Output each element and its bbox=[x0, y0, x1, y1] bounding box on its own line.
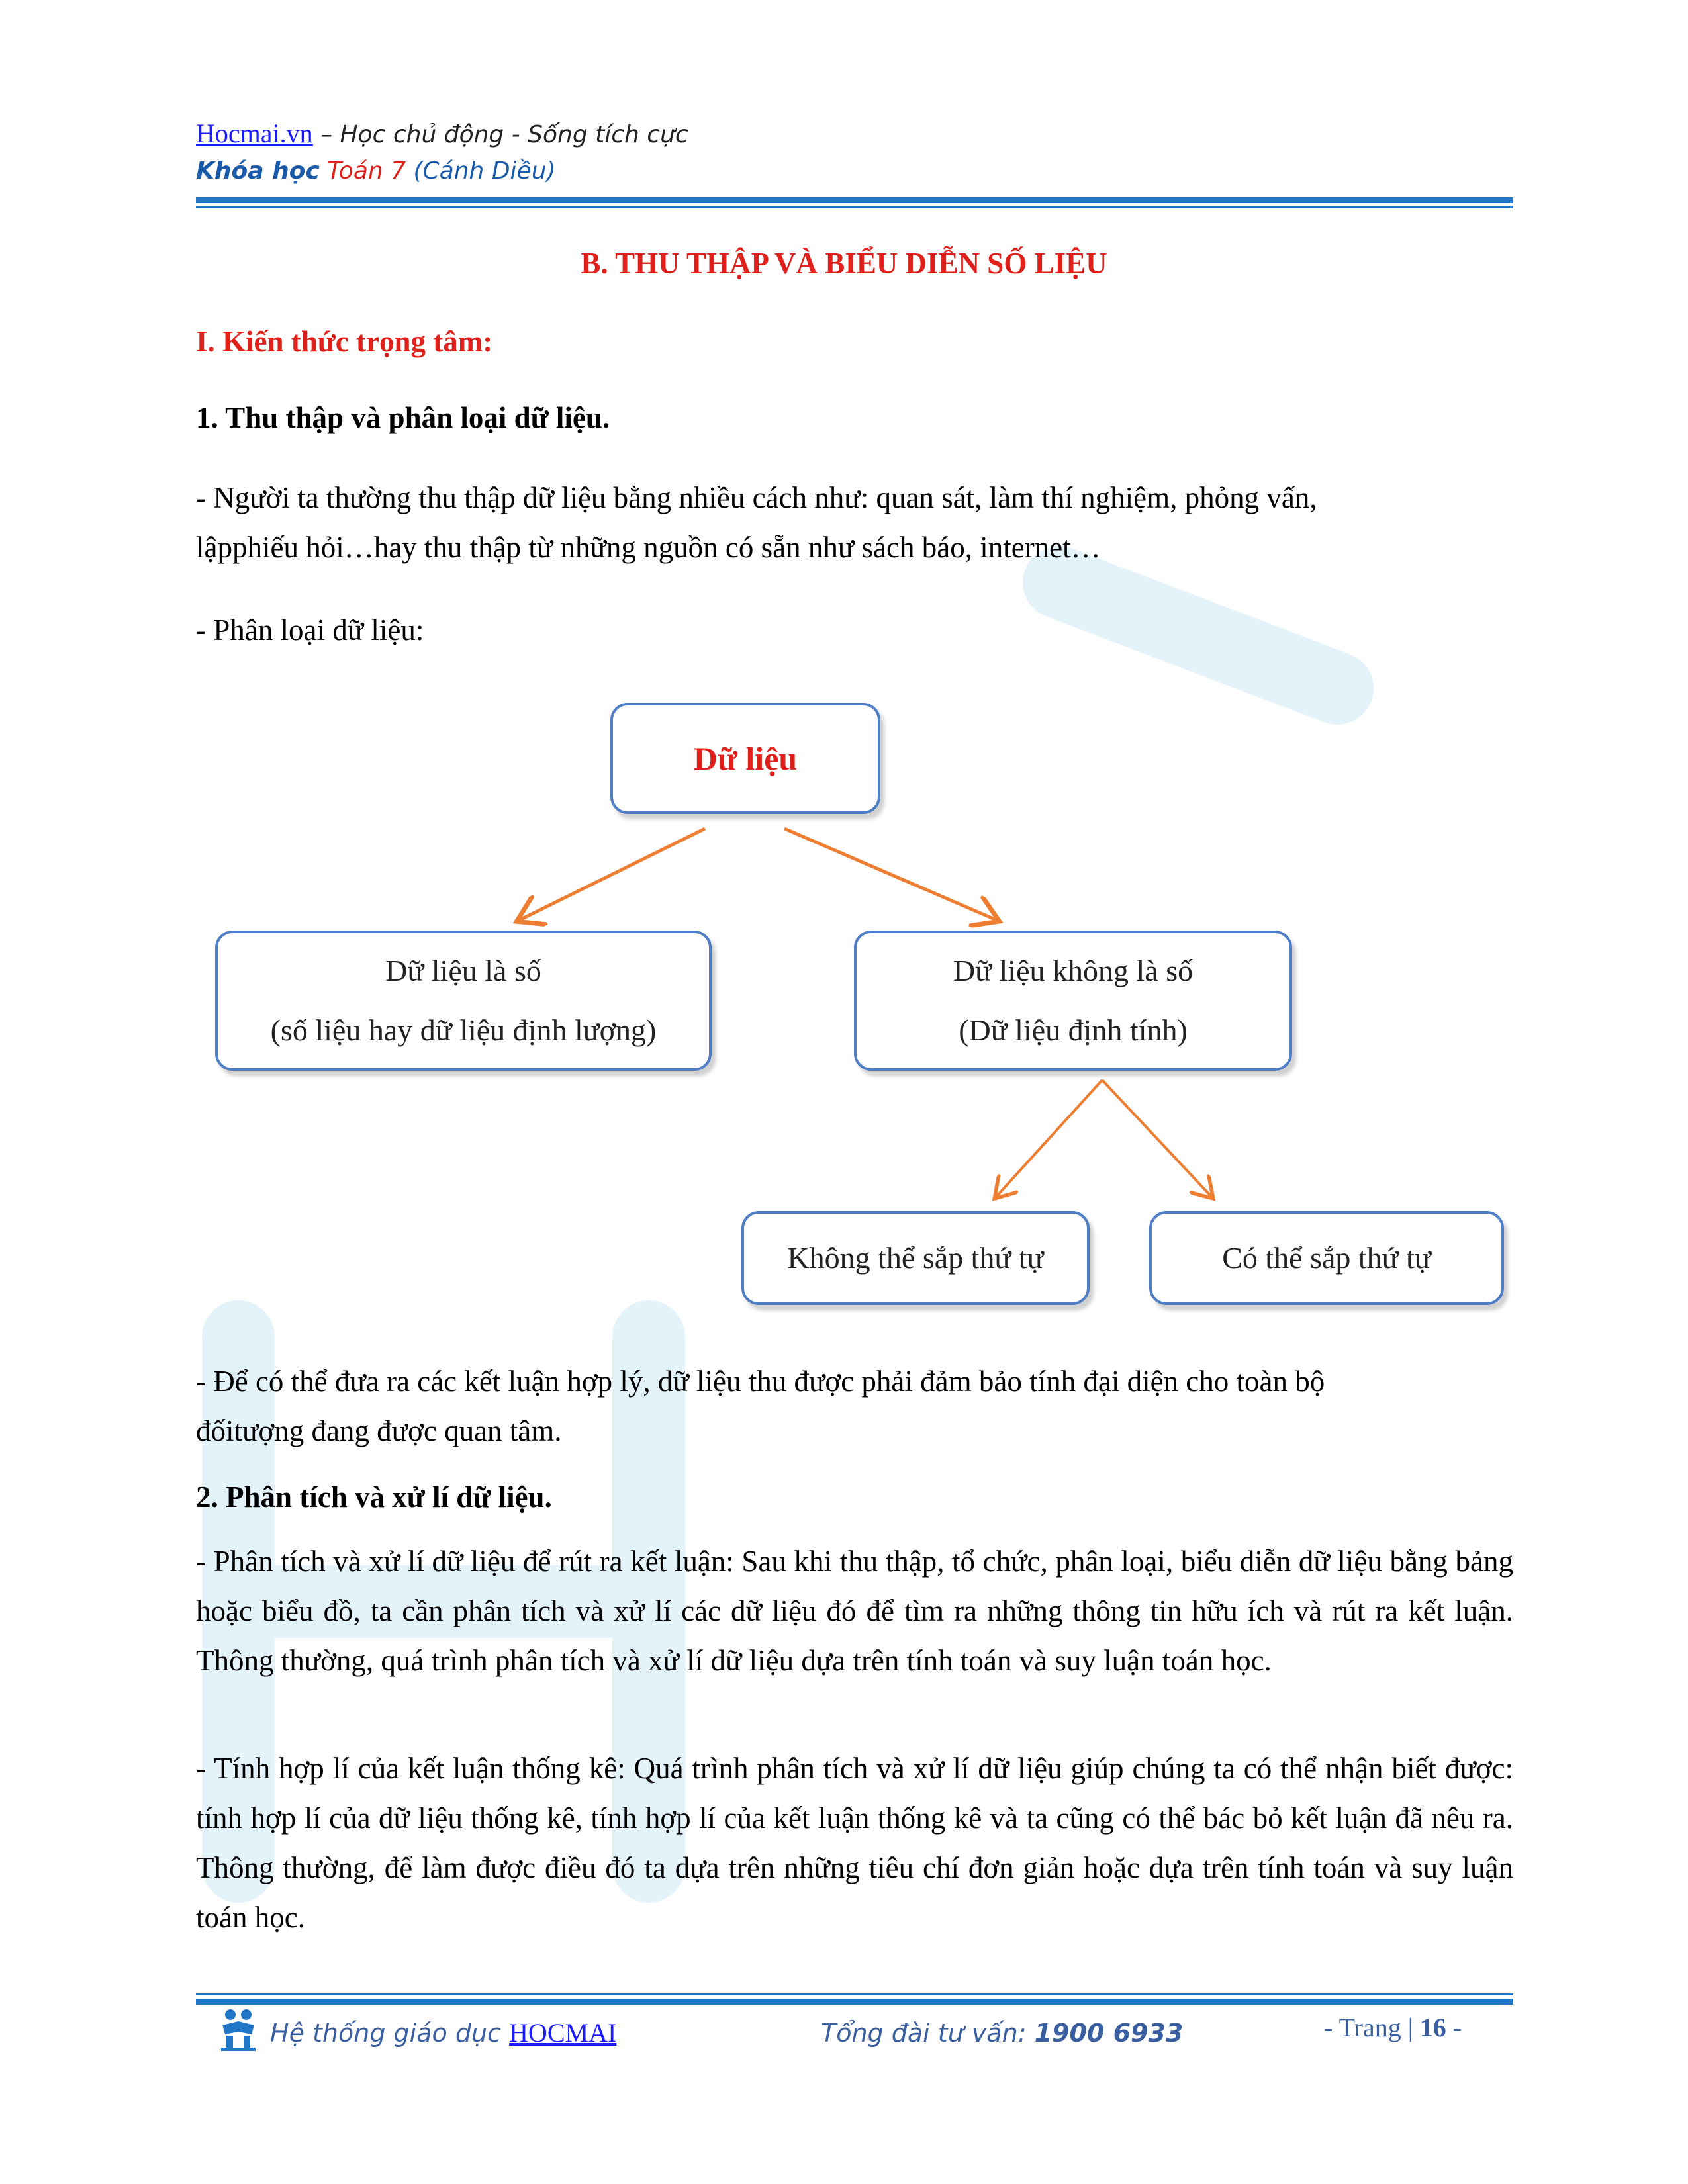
diagram-unordered-label: Không thể sắp thứ tự bbox=[787, 1241, 1044, 1275]
arrow-to-numeric bbox=[520, 829, 705, 920]
diagram-root-label: Dữ liệu bbox=[693, 740, 798, 777]
diagram-non-numeric-box bbox=[854, 931, 1292, 1071]
footer-page-value: 16 bbox=[1419, 2013, 1446, 2042]
footer-page-number bbox=[1324, 2012, 1462, 2043]
diagram-ordered-label: Có thể sắp thứ tự bbox=[1222, 1241, 1431, 1275]
sub1-para3-line1: - Để có thể đưa ra các kết luận hợp lý, dữ liệu thu được phải đảm bảo tính đại diện cho toàn bộ bbox=[196, 1365, 1325, 1398]
diagram-numeric-line2: (số liệu hay dữ liệu định lượng) bbox=[270, 1013, 657, 1047]
footer-rule-thin bbox=[196, 1993, 1513, 1995]
sub1-para1-line1: - Người ta thường thu thập dữ liệu bằng nhiều cách như: quan sát, làm thí nghiệm, phỏng vấn, bbox=[196, 481, 1317, 514]
page-title: B. THU THẬP VÀ BIỂU DIỄN SỐ LIỆU bbox=[581, 247, 1107, 280]
sub1-para3 bbox=[196, 1357, 1513, 1456]
footer-rule-thick bbox=[196, 1999, 1513, 2005]
sub2-heading: 2. Phân tích và xử lí dữ liệu. bbox=[196, 1480, 552, 1514]
sub2-para1: - Phân tích và xử lí dữ liệu để rút ra kết luận: Sau khi thu thập, tổ chức, phân loại, biểu diễn dữ liệu bằng bảng hoặc biểu đồ, ta cần phân tích và xử lí các dữ liệu đó để tìm ra những thông tin hữu ích và rút ra kết luận. Thông thường, quá trình phân tích và xử lí dữ liệu dựa trên tính toán và suy luận toán học. bbox=[196, 1545, 1513, 1677]
course-label: Khóa học bbox=[196, 158, 320, 185]
diagram-non-numeric-line1: Dữ liệu không là số bbox=[953, 954, 1194, 987]
arrow-to-ordered bbox=[1102, 1080, 1211, 1197]
diagram-numeric-line1: Dữ liệu là số bbox=[385, 954, 541, 987]
site-link[interactable]: Hocmai.vn bbox=[196, 118, 313, 148]
footer-system bbox=[270, 2017, 616, 2048]
diagram-unordered-box bbox=[741, 1211, 1090, 1305]
arrow-to-unordered bbox=[996, 1080, 1102, 1197]
arrow-to-non-numeric bbox=[784, 829, 996, 920]
separator: – bbox=[312, 121, 340, 148]
diagram-ordered-box bbox=[1149, 1211, 1504, 1305]
footer-system-link[interactable]: HOCMAI bbox=[509, 2018, 617, 2048]
course-name: Toán 7 bbox=[327, 158, 406, 185]
hocmai-logo-icon bbox=[218, 2005, 258, 2053]
sub2-para2: - Tính hợp lí của kết luận thống kê: Quá trình phân tích và xử lí dữ liệu giúp chúng ta có thể nhận biết được: tính hợp lí của dữ liệu thống kê, tính hợp lí của kết luận thống kê và ta cũng có thể bác bỏ kết luận đã nêu ra. Thông thường, để làm được điều đó ta dựa trên những tiêu chí đơn giản hoặc dựa trên tính toán và suy luận toán học. bbox=[196, 1752, 1513, 1934]
sub1-para1-line2: lậpphiếu hỏi…hay thu thập từ những nguồn có sẵn như sách báo, internet… bbox=[196, 531, 1101, 564]
sub1-para2: - Phân loại dữ liệu: bbox=[196, 614, 424, 647]
footer-system-label: Hệ thống giáo dục bbox=[270, 2019, 501, 2048]
sub1-para3-line2: đốitượng đang được quan tâm. bbox=[196, 1414, 562, 1447]
footer-hotline bbox=[821, 2019, 1183, 2048]
diagram-root-box bbox=[610, 703, 880, 814]
footer-hotline-label: Tổng đài tư vấn: bbox=[821, 2019, 1027, 2048]
section-heading: I. Kiến thức trọng tâm: bbox=[196, 325, 493, 358]
footer-page-suffix: - bbox=[1452, 2013, 1462, 2042]
sub1-heading: 1. Thu thập và phân loại dữ liệu. bbox=[196, 401, 610, 434]
footer-hotline-number: 1900 6933 bbox=[1034, 2019, 1184, 2048]
diagram-non-numeric-line2: (Dữ liệu định tính) bbox=[959, 1013, 1188, 1047]
course-edition: (Cánh Diều) bbox=[413, 158, 556, 185]
slogan: Học chủ động - Sống tích cực bbox=[340, 121, 688, 148]
footer-page-label: - Trang | bbox=[1324, 2013, 1413, 2042]
diagram-numeric-box bbox=[215, 931, 712, 1071]
